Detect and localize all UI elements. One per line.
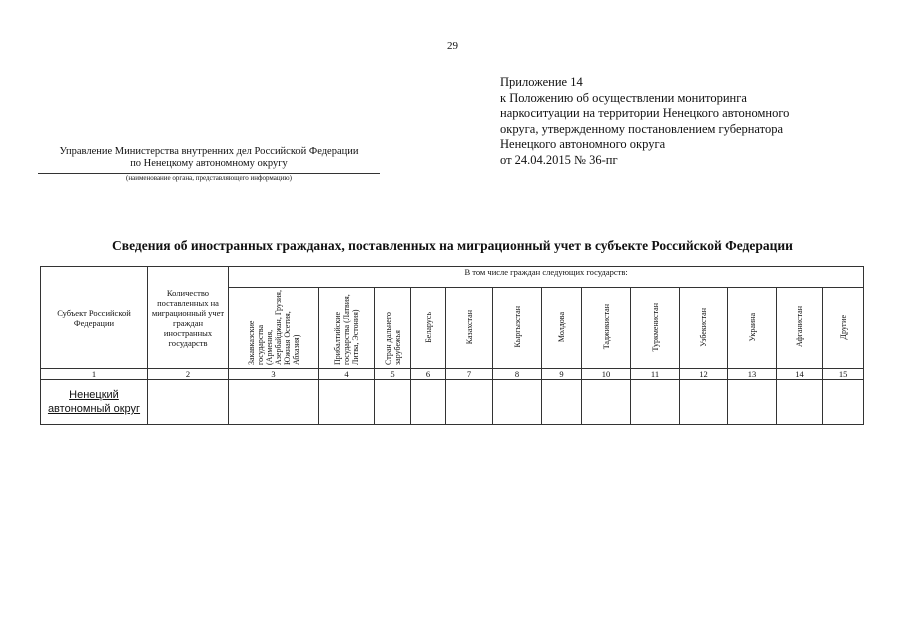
header-country [777,288,823,369]
organization-line: по Ненецкому автономному округу [130,158,288,169]
header-country [375,288,411,369]
appendix-line: к Положению об осуществлении мониторинга [500,90,747,105]
reporting-organization [38,146,380,170]
header-country-label: Беларусь [423,311,433,343]
column-number: 7 [446,369,493,380]
header-country-label: Закавказские государства (Армения, Азербайджан, Грузия, Южная Осетия, Абхазия) [246,290,301,365]
column-number: 2 [148,369,229,380]
data-cell [777,380,823,425]
data-cell [680,380,728,425]
appendix-line: округа, утвержденному постановлением губернатора [500,121,783,136]
column-number: 14 [777,369,823,380]
header-country-label: Туркменистан [650,302,660,352]
column-number: 15 [823,369,864,380]
header-country-label: Украина [747,312,757,342]
column-number: 1 [41,369,148,380]
table-row [41,380,864,425]
header-country [728,288,777,369]
document-title: Сведения об иностранных гражданах, поставленных на миграционный учет в субъекте Российской Федерации [112,238,793,253]
header-count: Количество поставленных на миграционный учет граждан иностранных государств [148,267,229,369]
data-cell [542,380,582,425]
organization-caption: (наименование органа, представляющего информацию) [126,174,292,182]
data-cell [728,380,777,425]
data-cell [493,380,542,425]
header-country-label: Афганистан [795,306,804,348]
column-number: 6 [411,369,446,380]
row-subject-label: Ненецкий автономный округ [47,389,141,415]
column-number: 13 [728,369,777,380]
header-country-label: Стран дальнего зарубежья [383,312,402,365]
column-number: 10 [582,369,631,380]
header-country [446,288,493,369]
column-number: 11 [631,369,680,380]
header-country [493,288,542,369]
header-country-label: Прибалтийские государства (Латвия, Литва, Эстония) [333,294,360,365]
header-country [631,288,680,369]
header-subject: Субъект Российской Федерации [41,267,148,369]
header-country-label: Таджикистан [601,304,611,350]
header-country [411,288,446,369]
header-country-label: Узбекистан [699,307,708,347]
appendix-line: Ненецкого автономного округа [500,137,666,151]
header-country [680,288,728,369]
data-cell [148,380,229,425]
header-country-label: Молдова [557,311,566,343]
header-country [542,288,582,369]
column-number: 3 [229,369,319,380]
appendix-line: от 24.04.2015 № 36-пг [500,152,618,167]
header-countries-group: В том числе граждан следующих государств: [229,267,864,288]
header-country-label: Казахстан [464,309,474,345]
column-number: 8 [493,369,542,380]
appendix-line: наркоситуации на территории Ненецкого автономного [500,106,790,120]
header-country [319,288,375,369]
data-cell [582,380,631,425]
column-number: 4 [319,369,375,380]
page-number: 29 [447,40,458,52]
data-cell [319,380,375,425]
data-cell [446,380,493,425]
column-number-row [41,369,864,380]
header-country [229,288,319,369]
data-cell [631,380,680,425]
column-number: 9 [542,369,582,380]
header-country-label: Кыргызстан [512,306,522,348]
column-number: 5 [375,369,411,380]
header-country [823,288,864,369]
migration-report-table [40,266,864,425]
appendix-note [500,75,789,168]
data-cell [375,380,411,425]
header-country [582,288,631,369]
appendix-line: Приложение 14 [500,75,583,89]
header-country-label: Другие [838,314,848,340]
data-cell [229,380,319,425]
data-cell [823,380,864,425]
row-subject [41,380,148,425]
organization-line: Управление Министерства внутренних дел Российской Федерации [59,146,359,157]
data-cell [411,380,446,425]
column-number: 12 [680,369,728,380]
